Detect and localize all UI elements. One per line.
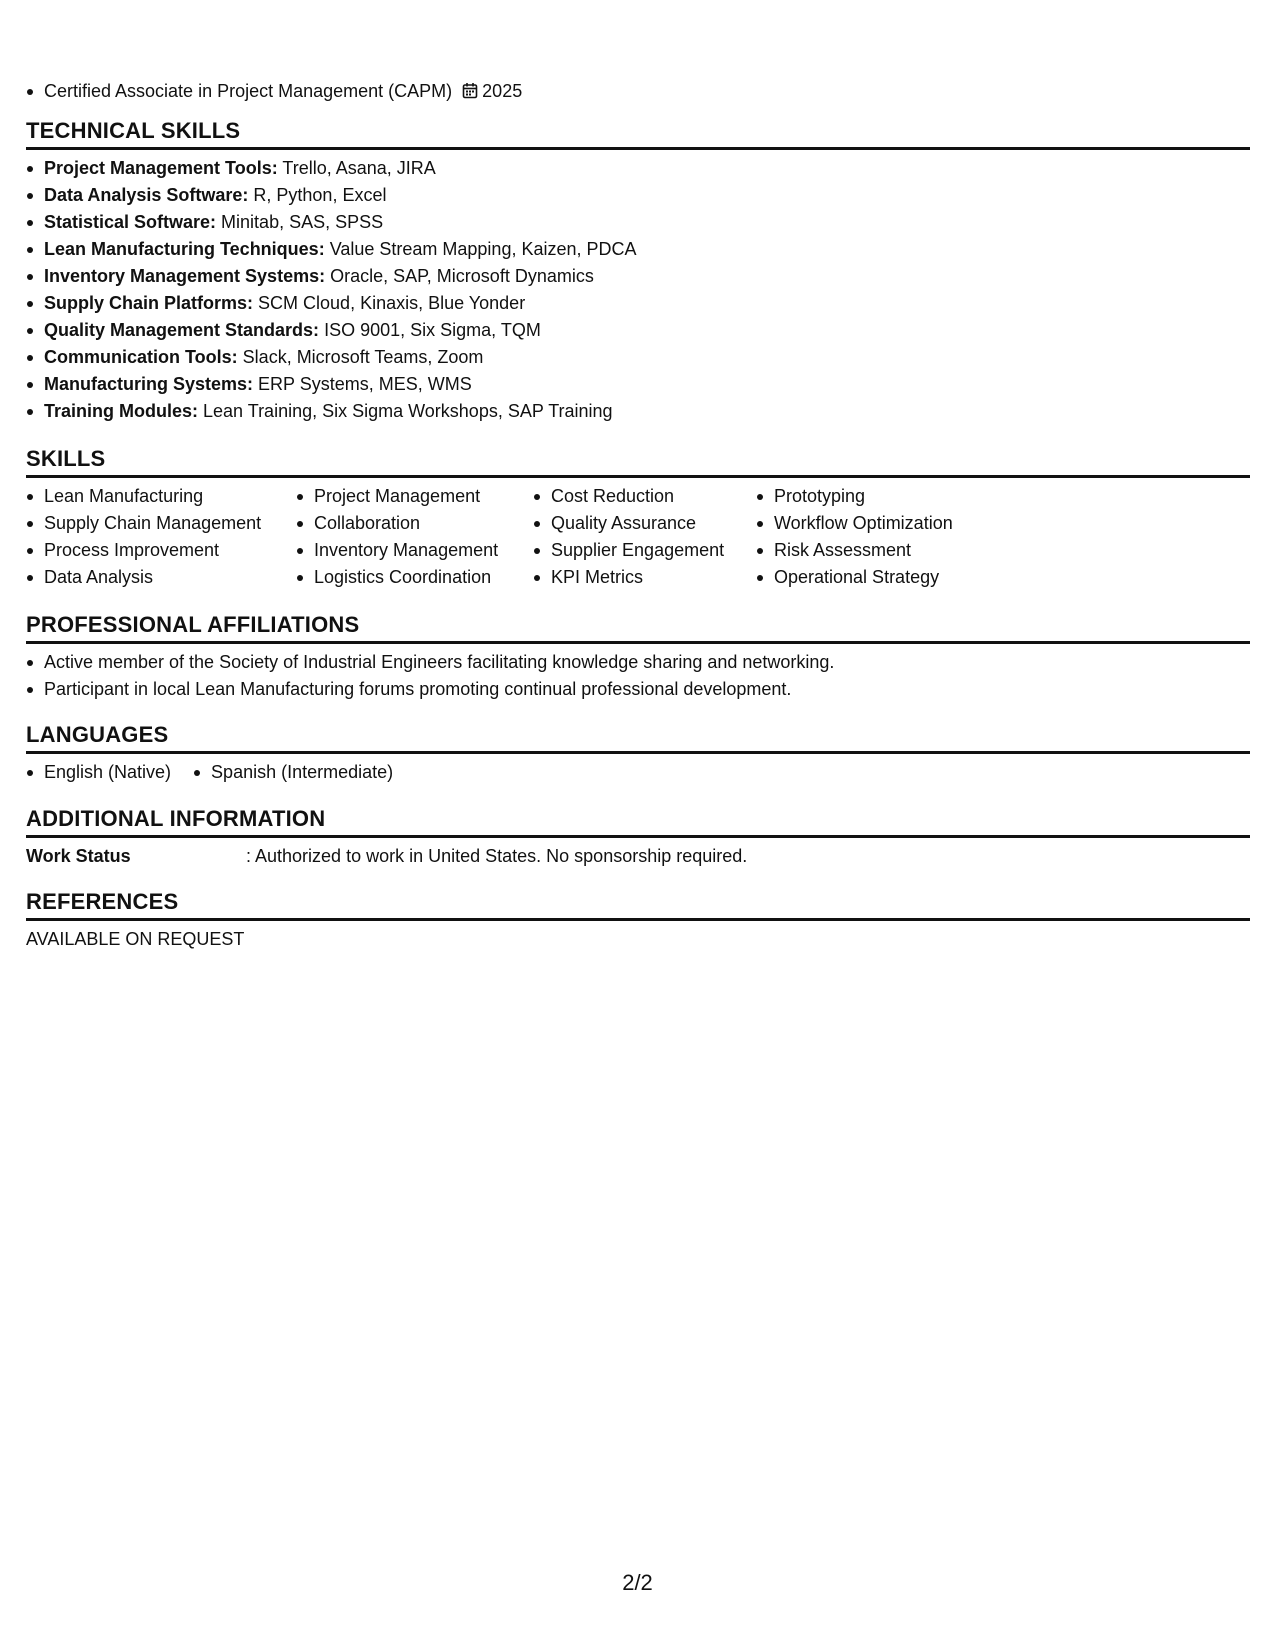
references-heading: REFERENCES bbox=[26, 888, 1250, 921]
skill-category: Quality Management Standards: bbox=[44, 320, 320, 340]
skill-category: Project Management Tools: bbox=[44, 158, 278, 178]
skills-column bbox=[26, 483, 296, 591]
certification-name: Certified Associate in Project Management (CAPM) bbox=[44, 81, 453, 101]
additional-info-heading: ADDITIONAL INFORMATION bbox=[26, 805, 1250, 838]
skill-category: Manufacturing Systems: bbox=[44, 374, 254, 394]
skill-category: Inventory Management Systems: bbox=[44, 266, 326, 286]
list-item: Prototyping bbox=[756, 483, 996, 510]
calendar-icon bbox=[462, 80, 478, 107]
skills-heading: SKILLS bbox=[26, 445, 1250, 478]
list-item: Workflow Optimization bbox=[756, 510, 996, 537]
list-item bbox=[26, 236, 1250, 263]
skill-values: Value Stream Mapping, Kaizen, PDCA bbox=[324, 239, 637, 259]
list-item: Supplier Engagement bbox=[533, 537, 756, 564]
skill-category: Data Analysis Software: bbox=[44, 185, 249, 205]
skill-category: Lean Manufacturing Techniques: bbox=[44, 239, 325, 259]
list-item: Logistics Coordination bbox=[296, 564, 533, 591]
certifications-list bbox=[26, 78, 522, 107]
affiliations-list bbox=[26, 649, 1250, 703]
skills-section bbox=[26, 445, 1250, 591]
list-item: Active member of the Society of Industrial Engineers facilitating knowledge sharing and networking. bbox=[26, 649, 1250, 676]
page-indicator: 2/2 bbox=[622, 1570, 653, 1595]
skills-column bbox=[533, 483, 756, 591]
list-item: Data Analysis bbox=[26, 564, 296, 591]
languages-heading: LANGUAGES bbox=[26, 721, 1250, 754]
technical-skills-list bbox=[26, 155, 1250, 425]
list-item: Operational Strategy bbox=[756, 564, 996, 591]
skill-values: ERP Systems, MES, WMS bbox=[253, 374, 472, 394]
skill-category: Communication Tools: bbox=[44, 347, 238, 367]
list-item: Project Management bbox=[296, 483, 533, 510]
skills-column bbox=[296, 483, 533, 591]
affiliations-section bbox=[26, 611, 1250, 703]
skill-values: Lean Training, Six Sigma Workshops, SAP Training bbox=[198, 401, 613, 421]
list-item: English (Native) bbox=[26, 759, 171, 786]
skill-values: Minitab, SAS, SPSS bbox=[216, 212, 384, 232]
list-item bbox=[26, 209, 1250, 236]
list-item: Supply Chain Management bbox=[26, 510, 296, 537]
skills-grid bbox=[26, 483, 1250, 591]
references-text: AVAILABLE ON REQUEST bbox=[26, 929, 245, 949]
certification-item bbox=[26, 78, 522, 107]
skill-values: SCM Cloud, Kinaxis, Blue Yonder bbox=[253, 293, 526, 313]
languages-list bbox=[26, 759, 1250, 786]
list-item bbox=[26, 398, 1250, 425]
list-item: Risk Assessment bbox=[756, 537, 996, 564]
list-item: Spanish (Intermediate) bbox=[193, 759, 393, 786]
skill-values: R, Python, Excel bbox=[248, 185, 387, 205]
list-item bbox=[26, 371, 1250, 398]
list-item: Quality Assurance bbox=[533, 510, 756, 537]
skill-values: Slack, Microsoft Teams, Zoom bbox=[237, 347, 484, 367]
certification-year: 2025 bbox=[482, 81, 523, 101]
list-item: KPI Metrics bbox=[533, 564, 756, 591]
skill-category: Statistical Software: bbox=[44, 212, 217, 232]
list-item bbox=[26, 182, 1250, 209]
list-item bbox=[26, 317, 1250, 344]
work-status-row bbox=[26, 843, 1250, 870]
list-item: Process Improvement bbox=[26, 537, 296, 564]
affiliations-heading: PROFESSIONAL AFFILIATIONS bbox=[26, 611, 1250, 644]
list-item: Cost Reduction bbox=[533, 483, 756, 510]
list-item bbox=[26, 263, 1250, 290]
list-item bbox=[26, 344, 1250, 371]
skills-column bbox=[756, 483, 996, 591]
technical-skills-heading: TECHNICAL SKILLS bbox=[26, 117, 1250, 150]
skill-values: Oracle, SAP, Microsoft Dynamics bbox=[325, 266, 594, 286]
list-item: Participant in local Lean Manufacturing forums promoting continual professional development. bbox=[26, 676, 1250, 703]
list-item bbox=[26, 155, 1250, 182]
technical-skills-section bbox=[26, 117, 1250, 425]
list-item bbox=[26, 290, 1250, 317]
skill-values: ISO 9001, Six Sigma, TQM bbox=[319, 320, 541, 340]
list-item: Inventory Management bbox=[296, 537, 533, 564]
languages-section bbox=[26, 721, 1250, 786]
work-status-value: : Authorized to work in United States. No sponsorship required. bbox=[246, 846, 748, 866]
work-status-label: Work Status bbox=[26, 846, 131, 866]
list-item: Lean Manufacturing bbox=[26, 483, 296, 510]
references-section bbox=[26, 888, 1250, 953]
skill-values: Trello, Asana, JIRA bbox=[277, 158, 436, 178]
skill-category: Supply Chain Platforms: bbox=[44, 293, 254, 313]
skill-category: Training Modules: bbox=[44, 401, 199, 421]
additional-info-section bbox=[26, 805, 1250, 870]
list-item: Collaboration bbox=[296, 510, 533, 537]
